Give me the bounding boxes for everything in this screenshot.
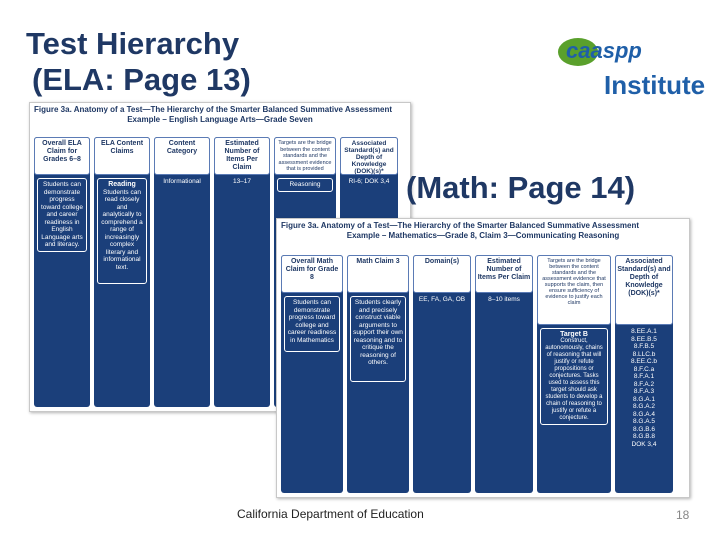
math-standard-item: 8.G.B.8 — [632, 433, 656, 440]
math-standard-item: 8.G.A.4 — [632, 410, 656, 418]
math-col-standards: Associated Standard(s) and Depth of Knowledge (DOK)(s)* 8.EE.A.1 8.EE.B.5 8.F.B.5 8.LLC.b 8.EE.C.b 8.F.C.a 8.F.A.1 8.F.A.2 8.F.A.3 8.G.A.1 8.G.A.2 8.G.A.4 8.G.A.5 8.G.B.6 8.G.B.8 DOK 3,4 — [615, 255, 673, 493]
math-standards-list — [615, 325, 673, 451]
svg-text:Institute: Institute — [604, 70, 706, 100]
math-standard-item: 8.F.A.1 — [633, 373, 655, 380]
math-col-targets: Targets are the bridge between the content standards and the assessment evidence that supports the claim, then ensure sufficiency of evidence to justify each claim Target B Construct, autonomously, chains of reasoning that will justify or refute propositions or conjectures. Tasks used to assess this target should ask students to develop a chain of reasoning to justify or refute a conjecture. — [537, 255, 611, 493]
math-standard-item: DOK 3,4 — [631, 440, 657, 448]
math-col-claim3: Math Claim 3 Students clearly and precisely construct viable arguments to support their own reasoning and to critique the reasoning of others. — [347, 255, 409, 493]
page-number: 18 — [676, 508, 690, 522]
math-standard-item: 8.G.A.2 — [632, 403, 656, 410]
math-caption: Figure 3a. Anatomy of a Test—The Hierarchy of the Smarter Balanced Summative Assessment Example – Mathematics—Grade 8, Claim 3—Communicating Reasoning — [281, 221, 640, 240]
ela-col-standards: Associated Standard(s) and Depth of Knowledge (DOK)(s)* RI-6; DOK 3,4 — [340, 137, 398, 407]
ela-col-items: Estimated Number of Items Per Claim 13–17 — [214, 137, 270, 407]
ela-col-category: Content Category Informational — [154, 137, 210, 407]
math-standard-item: 8.LLC.b — [632, 350, 656, 358]
math-col-items: Estimated Number of Items Per Claim 8–10 items — [475, 255, 533, 493]
ela-caption: Figure 3a. Anatomy of a Test—The Hierarchy of the Smarter Balanced Summative Assessment Example – English Language Arts—Grade Seven — [34, 105, 393, 124]
math-standard-item: 8.G.A.5 — [632, 418, 656, 425]
math-standard-item: 8.F.A.3 — [633, 388, 655, 395]
math-standard-item: 8.G.B.6 — [632, 425, 656, 433]
caaspp-institute-logo — [556, 34, 706, 102]
page-subtitle: (ELA: Page 13) — [32, 62, 251, 97]
math-standard-item: 8.G.A.1 — [632, 395, 656, 403]
ela-col-targets: Targets are the bridge between the content standards and the assessment evidence that is provided Reasoning — [274, 137, 336, 407]
svg-text:caaspp: caaspp — [566, 38, 642, 63]
footer-text: California Department of Education — [237, 507, 424, 521]
ela-col-claims: ELA Content Claims Reading Students can read closely and analytically to comprehend a range of increasingly complex literary and informational text. — [94, 137, 150, 407]
ela-col-overall: Overall ELA Claim for Grades 6–8 Students can demonstrate progress toward college and career readiness in English Language arts and literacy. — [34, 137, 90, 407]
math-standard-item: 8.EE.A.1 — [631, 328, 657, 335]
math-col-overall: Overall Math Claim for Grade 8 Students can demonstrate progress toward college and career readiness in Mathematics — [281, 255, 343, 493]
math-col-domains: Domain(s) EE, FA, GA, OB — [413, 255, 471, 493]
math-figure — [276, 218, 690, 498]
math-standard-item: 8.F.C.a — [633, 365, 655, 373]
math-standard-item: 8.F.A.2 — [633, 380, 655, 388]
math-standard-item: 8.EE.C.b — [630, 358, 657, 365]
page-title: Test Hierarchy — [26, 26, 240, 61]
math-standard-item: 8.F.B.5 — [633, 343, 655, 350]
math-page-label: (Math: Page 14) — [406, 170, 636, 205]
math-standard-item: 8.EE.B.5 — [631, 335, 657, 343]
